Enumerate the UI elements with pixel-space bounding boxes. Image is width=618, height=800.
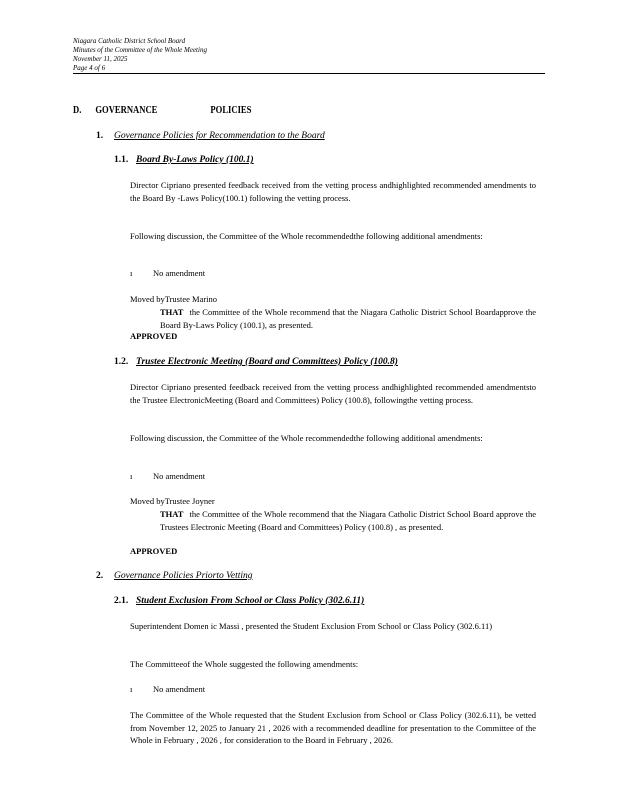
header-page-number: Page 4 of 6 [73,64,106,72]
bullet-mark: ı [130,684,133,694]
item-2-1-paragraph-3: The Committee of the Whole requested that the Student Exclusion from School or Class Policy (302.6.11), be vetted from November 12, 2025 to January 21 , 2026 with a recommended deadline for presentation to the Committee of the Whole in February , 2026 , for consideration to the Board in February , 2026. [130,710,536,745]
section-letter: D. [73,104,82,116]
page-header [73,37,207,73]
item-1-1-bullet [130,268,205,278]
item-1-1-moved-by: Moved byTrustee Marino [130,294,218,304]
section-heading [73,104,251,116]
item-1-1-motion [160,306,536,331]
bullet-text: No amendment [153,471,206,481]
item-1-2-title: Trustee Electronic Meeting (Board and Committees) Policy (100.8) [136,357,398,367]
bullet-text: No amendment [153,268,206,278]
item-1-2-bullet [130,471,205,481]
item-2-title: Governance Policies Priorto Vetting [114,571,253,581]
bullet-mark: ı [130,268,133,278]
item-1-2-approved: APPROVED [130,546,178,556]
item-1-number: 1. [96,131,104,141]
item-1-1-number: 1.1. [114,155,129,165]
section-word-governance: GOVERNANCE [95,104,158,116]
item-2-number: 2. [96,571,104,581]
item-1-title: Governance Policies for Recommendation to the Board [114,131,325,141]
item-2-1-bullet [130,684,205,694]
item-2-1-paragraph-1: Superintendent Domen ic Massi , presented the Student Exclusion From School or Class Policy (302.6.11) [130,621,493,631]
item-1-1-paragraph-1: Director Cipriano presented feedback received from the vetting process andhighlighted recommended amendments to the Board By -Laws Policy(100.1) following the vetting process. [130,180,536,203]
item-1-1-heading [114,155,254,165]
motion-that: THAT [160,509,184,519]
item-1-2-number: 1.2. [114,357,129,367]
item-1-2-paragraph-2: Following discussion, the Committee of the Whole recommendedthe following additional amendments: [130,433,483,443]
header-meeting-title: Minutes of the Committee of the Whole Meeting [73,46,207,54]
item-2-1-heading [114,596,364,606]
motion-text: the Committee of the Whole recommend that the Niagara Catholic District School Boardapprove the Board By-Laws Policy (100.1), as presented. [160,307,536,330]
motion-that: THAT [160,307,184,317]
item-1-2-motion [160,508,536,533]
item-1-1-paragraph-2: Following discussion, the Committee of the Whole recommendedthe following additional amendments: [130,231,483,241]
item-2-1-paragraph-2: The Committeeof the Whole suggested the following amendments: [130,659,359,669]
bullet-mark: ı [130,471,133,481]
header-date: November 11, 2025 [73,55,128,63]
item-1-2-paragraph-1: Director Cipriano presented feedback received from the vetting process andhighlighted recommended amendmentsto the Trustee ElectronicMeeting (Board and Committees) Policy (100.8), followingthe vetting process. [130,382,536,405]
header-board-name: Niagara Catholic District School Board [73,37,186,45]
item-1-1-title: Board By-Laws Policy (100.1) [136,155,254,165]
item-2-1-number: 2.1. [114,596,129,606]
header-rule [73,73,545,74]
item-1-1-approved: APPROVED [130,331,178,341]
section-word-policies: POLICIES [210,104,252,116]
item-1-2-moved-by: Moved byTrustee Joyner [130,496,215,506]
item-2-heading [96,571,284,581]
motion-text: the Committee of the Whole recommend that the Niagara Catholic District School Board approve the Trustees Electronic Meeting (Board and Committees) Policy (100.8) , as presented. [160,509,536,532]
bullet-text: No amendment [153,684,206,694]
item-1-2-heading [114,357,398,367]
item-2-1-title: Student Exclusion From School or Class Policy (302.6.11) [136,596,365,606]
item-1-heading [96,131,364,141]
